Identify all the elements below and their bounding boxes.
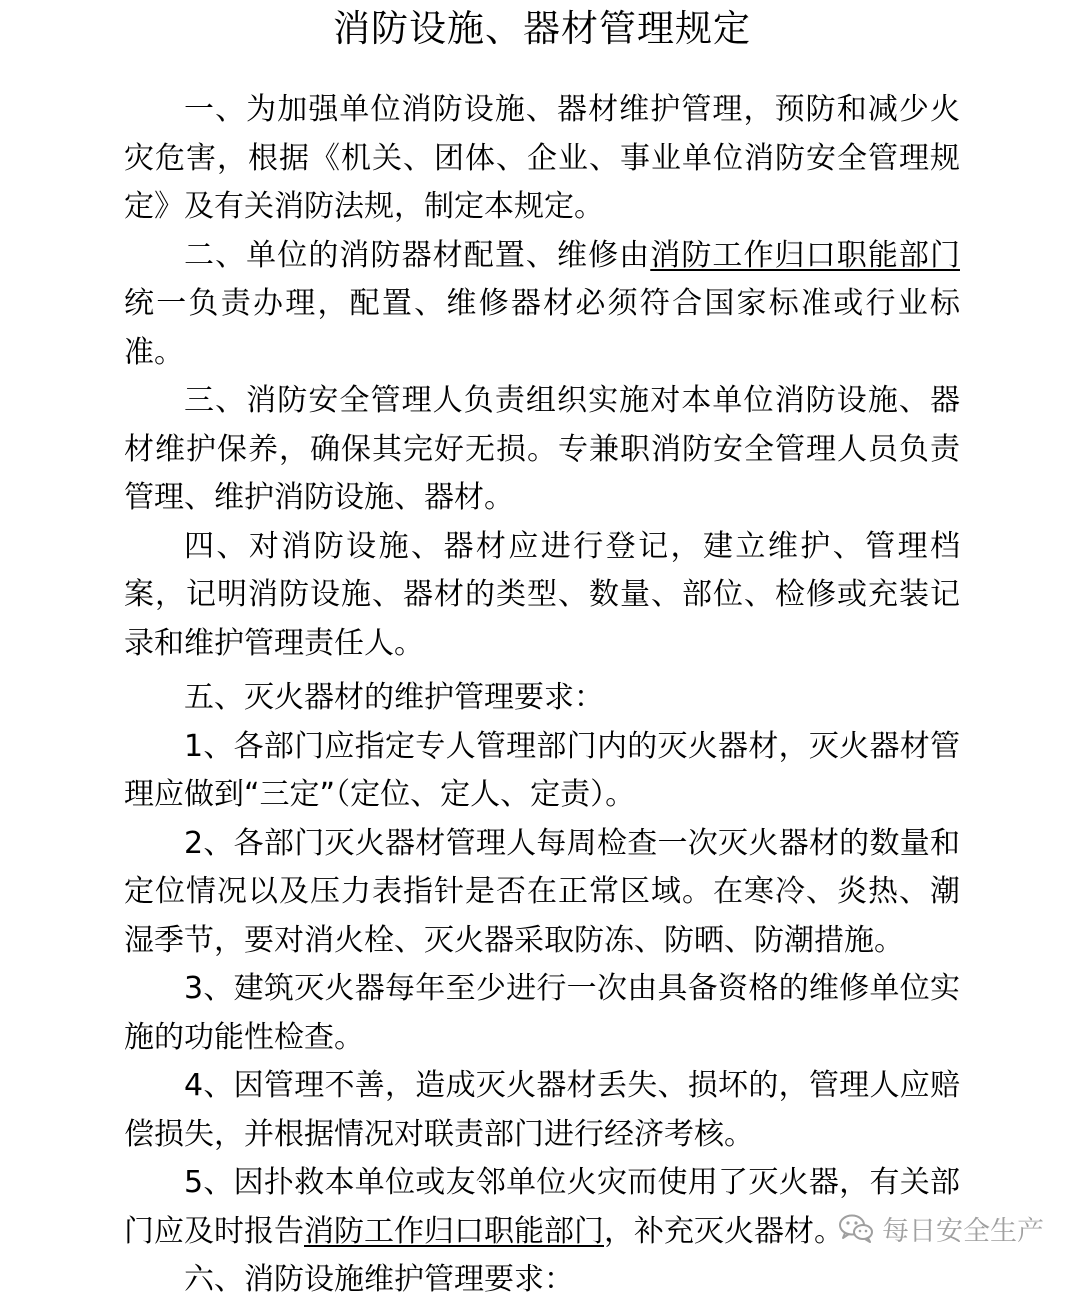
paragraph-5-4: 4、因管理不善，造成灭火器材丢失、损坏的，管理人应赔偿损失，并根据情况对联责部门进行经济考核。: [124, 1068, 960, 1152]
paragraph-6: 六、消防设施维护管理要求：: [184, 1262, 574, 1297]
document-title: 消防设施、器材管理规定: [333, 7, 751, 50]
watermark: [838, 1206, 1044, 1250]
paragraph-5-1: 1、各部门应指定专人管理部门内的灭火器材，灭火器材管理应做到“三定”（定位、定人、定责）。: [124, 728, 960, 812]
paragraph-5-5-after: ，补充灭火器材。: [604, 1213, 844, 1249]
paragraph-2-before: 二、单位的消防器材配置、维修由: [184, 237, 651, 273]
underlined-department: 消防工作归口职能部门: [650, 237, 960, 273]
document-body: [124, 86, 960, 1305]
paragraph-2: [124, 232, 960, 378]
paragraph-2-after: 统一负责办理，配置、维修器材必须符合国家标准或行业标准。: [124, 286, 960, 370]
paragraph-1: 一、为加强单位消防设施、器材维护管理，预防和减少火灾危害，根据《机关、团体、企业、事业单位消防安全管理规定》及有关消防法规，制定本规定。: [124, 92, 960, 224]
document: [124, 0, 960, 1305]
paragraph-5: 五、灭火器材的维护管理要求：: [184, 680, 604, 715]
paragraph-5-3: 3、建筑灭火器每年至少进行一次由具备资格的维修单位实施的功能性检查。: [124, 971, 960, 1055]
watermark-text: 每日安全生产: [882, 1215, 1044, 1247]
paragraph-4: 四、对消防设施、器材应进行登记，建立维护、管理档案，记明消防设施、器材的类型、数量、部位、检修或充装记录和维护管理责任人。: [124, 528, 960, 661]
paragraph-5-5: [124, 1159, 960, 1256]
underlined-department: 消防工作归口职能部门: [304, 1213, 604, 1249]
wechat-icon: [838, 1213, 874, 1243]
paragraph-3: 三、消防安全管理人负责组织实施对本单位消防设施、器材维护保养，确保其完好无损。专兼职消防安全管理人员负责管理、维护消防设施、器材。: [124, 383, 960, 515]
paragraph-5-2: 2、各部门灭火器材管理人每周检查一次灭火器材的数量和定位情况以及压力表指针是否在正常区域。在寒冷、炎热、潮湿季节，要对消火栓、灭火器采取防冻、防晒、防潮措施。: [124, 825, 960, 958]
paragraph-5-5-before: 5、因扑救本单位或友邻单位火灾而使用了灭火器，有关部门应及时报告: [124, 1165, 960, 1249]
